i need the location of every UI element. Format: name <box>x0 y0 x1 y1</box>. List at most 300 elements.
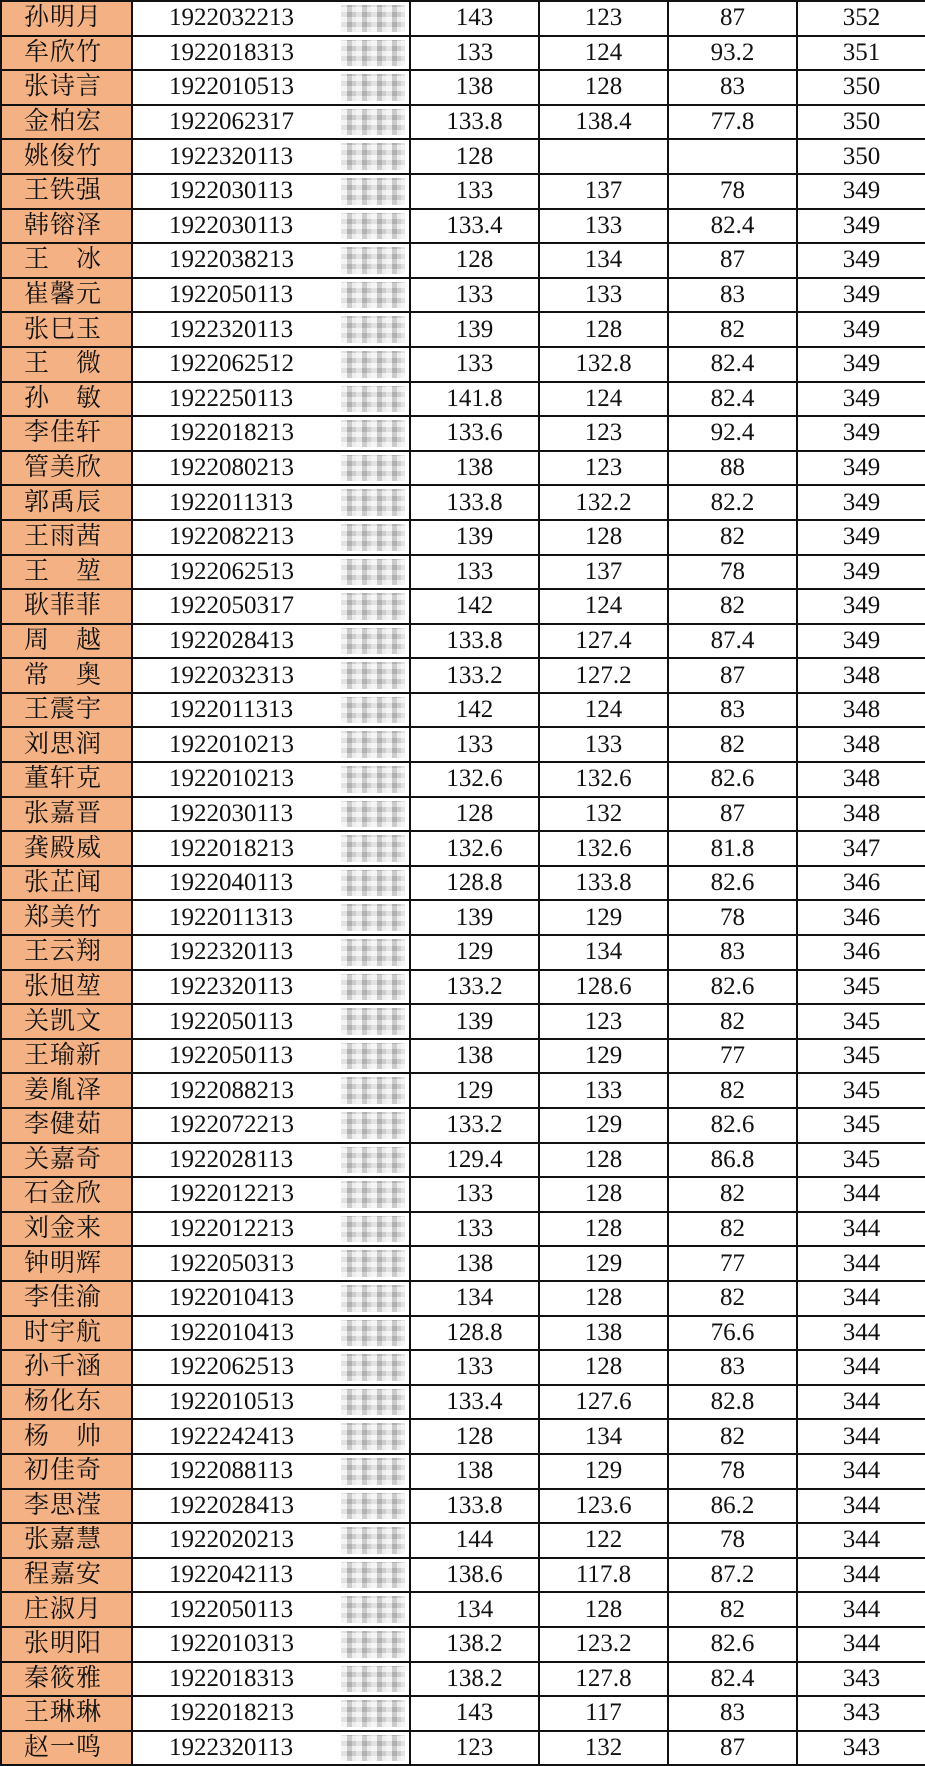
score-1-cell <box>410 658 539 693</box>
student-name-cell <box>1 1696 132 1731</box>
table-row <box>1 1627 925 1662</box>
score-3-cell <box>668 1004 797 1039</box>
student-id-cell <box>132 1385 410 1420</box>
table-row <box>1 174 925 209</box>
score-2-cell <box>539 624 668 659</box>
total-score-cell <box>797 382 925 417</box>
student-name-text: 姜胤泽 <box>24 1076 103 1104</box>
total-score-cell <box>797 624 925 659</box>
score-3-text: 82.4 <box>710 350 755 378</box>
table-row <box>1 485 925 520</box>
score-2-cell <box>539 174 668 209</box>
table-row <box>1 1039 925 1074</box>
score-1-cell <box>410 209 539 244</box>
score-1-text: 139 <box>455 1007 494 1035</box>
student-id-text: 1922050317 <box>169 592 294 620</box>
total-score-cell <box>797 1350 925 1385</box>
total-score-text: 349 <box>842 557 881 585</box>
score-2-cell <box>539 1316 668 1351</box>
score-1-cell <box>410 1454 539 1489</box>
student-id-text: 1922018213 <box>169 1699 294 1727</box>
total-score-text: 344 <box>842 1215 881 1243</box>
total-score-text: 348 <box>842 696 881 724</box>
score-1-text: 133 <box>455 1215 494 1243</box>
score-2-text: 129 <box>584 1457 623 1485</box>
score-1-text: 128 <box>455 1422 494 1450</box>
score-3-text: 87 <box>720 4 745 32</box>
student-id-text: 1922010513 <box>169 1388 294 1416</box>
total-score-text: 343 <box>842 1664 881 1692</box>
score-1-cell <box>410 382 539 417</box>
student-id-text: 1922010413 <box>169 1284 294 1312</box>
score-3-cell <box>668 727 797 762</box>
score-1-cell <box>410 900 539 935</box>
table-row <box>1 312 925 347</box>
score-2-text: 138 <box>584 1318 623 1346</box>
table-row <box>1 105 925 140</box>
student-name-text: 李思滢 <box>24 1491 103 1519</box>
student-name-cell <box>1 970 132 1005</box>
score-2-text: 128 <box>584 73 623 101</box>
student-id-text: 1922011313 <box>169 488 294 516</box>
student-id-text: 1922010213 <box>169 765 294 793</box>
score-3-text: 87 <box>720 246 745 274</box>
score-3-text: 83 <box>720 73 745 101</box>
total-score-text: 344 <box>842 1180 881 1208</box>
table-row <box>1 762 925 797</box>
score-3-cell <box>668 762 797 797</box>
student-id-cell <box>132 1454 410 1489</box>
score-2-cell <box>539 1 668 36</box>
student-name-text: 张旭堃 <box>24 972 103 1000</box>
total-score-cell <box>797 243 925 278</box>
student-id-text: 1922050313 <box>169 1249 294 1277</box>
total-score-text: 351 <box>842 38 881 66</box>
score-1-cell <box>410 1073 539 1108</box>
student-id-text: 1922030113 <box>169 177 294 205</box>
score-3-text: 78 <box>720 1457 745 1485</box>
total-score-cell <box>797 105 925 140</box>
total-score-cell <box>797 727 925 762</box>
score-1-text: 128 <box>455 142 494 170</box>
score-2-cell <box>539 1523 668 1558</box>
score-1-cell <box>410 1246 539 1281</box>
score-1-text: 132.6 <box>446 765 503 793</box>
student-id-text: 1922082213 <box>169 523 294 551</box>
total-score-text: 349 <box>842 246 881 274</box>
score-1-cell <box>410 1004 539 1039</box>
student-id-text: 1922030113 <box>169 799 294 827</box>
student-name-text: 郭禹辰 <box>24 488 103 516</box>
student-id-text: 1922010513 <box>169 73 294 101</box>
student-name-cell <box>1 105 132 140</box>
table-row <box>1 1316 925 1351</box>
student-name-cell <box>1 1558 132 1593</box>
student-name-text: 董轩克 <box>24 765 103 793</box>
student-name-text: 王瑜新 <box>24 1042 103 1070</box>
score-3-text: 82 <box>720 592 745 620</box>
score-3-cell <box>668 105 797 140</box>
redacted-mosaic <box>341 213 405 240</box>
score-2-text: 123 <box>584 419 623 447</box>
score-2-cell <box>539 382 668 417</box>
student-name-cell <box>1 209 132 244</box>
score-2-text: 128.6 <box>575 972 632 1000</box>
redacted-mosaic <box>341 1735 405 1762</box>
student-id-cell <box>132 347 410 382</box>
score-3-cell <box>668 139 797 174</box>
table-row <box>1 1489 925 1524</box>
student-id-cell <box>132 36 410 71</box>
table-row <box>1 1073 925 1108</box>
student-id-text: 1922320113 <box>169 1733 294 1761</box>
score-2-cell <box>539 1489 668 1524</box>
score-1-cell <box>410 831 539 866</box>
total-score-text: 344 <box>842 1388 881 1416</box>
score-1-cell <box>410 1177 539 1212</box>
total-score-cell <box>797 1454 925 1489</box>
score-1-text: 138 <box>455 1042 494 1070</box>
score-2-cell <box>539 416 668 451</box>
student-id-text: 1922011313 <box>169 696 294 724</box>
student-name-cell <box>1 624 132 659</box>
total-score-cell <box>797 970 925 1005</box>
score-1-cell <box>410 624 539 659</box>
total-score-cell <box>797 693 925 728</box>
total-score-cell <box>797 1419 925 1454</box>
score-1-text: 133.4 <box>446 1388 503 1416</box>
score-2-text: 132.8 <box>575 350 632 378</box>
score-2-cell <box>539 797 668 832</box>
score-3-text: 77 <box>720 1249 745 1277</box>
student-id-text: 1922010413 <box>169 1318 294 1346</box>
score-1-text: 128.8 <box>446 1318 503 1346</box>
score-3-cell <box>668 243 797 278</box>
table-row <box>1 1592 925 1627</box>
score-2-text: 132 <box>584 1733 623 1761</box>
total-score-text: 344 <box>842 1353 881 1381</box>
student-name-text: 王琳琳 <box>24 1699 103 1727</box>
score-1-cell <box>410 105 539 140</box>
score-2-text: 123 <box>584 4 623 32</box>
score-2-cell <box>539 693 668 728</box>
score-3-cell <box>668 1731 797 1766</box>
total-score-cell <box>797 831 925 866</box>
score-3-cell <box>668 312 797 347</box>
student-name-text: 刘思润 <box>24 730 103 758</box>
student-name-cell <box>1 1246 132 1281</box>
score-2-cell <box>539 209 668 244</box>
student-id-cell <box>132 1004 410 1039</box>
total-score-cell <box>797 36 925 71</box>
score-2-cell <box>539 139 668 174</box>
total-score-cell <box>797 1523 925 1558</box>
score-2-cell <box>539 658 668 693</box>
student-id-cell <box>132 1212 410 1247</box>
score-2-text: 132 <box>584 799 623 827</box>
table-row <box>1 278 925 313</box>
score-2-cell <box>539 555 668 590</box>
score-2-cell <box>539 347 668 382</box>
score-3-cell <box>668 970 797 1005</box>
total-score-cell <box>797 900 925 935</box>
total-score-cell <box>797 1073 925 1108</box>
student-id-cell <box>132 900 410 935</box>
table-row <box>1 139 925 174</box>
score-1-text: 133.8 <box>446 1491 503 1519</box>
table-row <box>1 970 925 1005</box>
score-1-cell <box>410 1350 539 1385</box>
score-1-cell <box>410 555 539 590</box>
score-1-text: 133 <box>455 38 494 66</box>
student-id-text: 1922080213 <box>169 454 294 482</box>
redacted-mosaic <box>341 351 405 378</box>
score-3-text: 83 <box>720 938 745 966</box>
student-name-text: 周 越 <box>24 626 103 654</box>
student-name-cell <box>1 416 132 451</box>
student-id-cell <box>132 1419 410 1454</box>
score-1-cell <box>410 520 539 555</box>
score-1-text: 123 <box>455 1733 494 1761</box>
total-score-text: 349 <box>842 419 881 447</box>
score-3-cell <box>668 1281 797 1316</box>
table-row <box>1 520 925 555</box>
table-row <box>1 1143 925 1178</box>
redacted-mosaic <box>341 109 405 136</box>
score-3-text: 82 <box>720 1007 745 1035</box>
total-score-text: 345 <box>842 1111 881 1139</box>
score-1-text: 133.8 <box>446 108 503 136</box>
table-row <box>1 1385 925 1420</box>
score-3-text: 82.6 <box>710 972 755 1000</box>
student-name-text: 王雨茜 <box>24 523 103 551</box>
total-score-cell <box>797 797 925 832</box>
score-3-text: 93.2 <box>710 38 755 66</box>
score-2-cell <box>539 1592 668 1627</box>
redacted-mosaic <box>341 1285 405 1312</box>
student-id-text: 1922320113 <box>169 315 294 343</box>
table-row <box>1 382 925 417</box>
table-row <box>1 1108 925 1143</box>
score-3-cell <box>668 1523 797 1558</box>
student-name-text: 石金欣 <box>24 1180 103 1208</box>
score-3-text: 83 <box>720 696 745 724</box>
student-id-text: 1922038213 <box>169 246 294 274</box>
table-row <box>1 1731 925 1766</box>
student-id-cell <box>132 1316 410 1351</box>
score-3-text: 82.4 <box>710 384 755 412</box>
table-row <box>1 1523 925 1558</box>
score-1-cell <box>410 451 539 486</box>
score-1-cell <box>410 1108 539 1143</box>
score-1-cell <box>410 1696 539 1731</box>
score-2-cell <box>539 105 668 140</box>
student-id-cell <box>132 727 410 762</box>
score-1-cell <box>410 693 539 728</box>
total-score-text: 349 <box>842 350 881 378</box>
student-name-text: 牟欣竹 <box>24 38 103 66</box>
table-row <box>1 1212 925 1247</box>
redacted-mosaic <box>341 835 405 862</box>
student-name-cell <box>1 36 132 71</box>
score-3-text: 82 <box>720 730 745 758</box>
student-name-cell <box>1 451 132 486</box>
student-id-text: 1922062317 <box>169 108 294 136</box>
total-score-cell <box>797 589 925 624</box>
score-3-cell <box>668 1108 797 1143</box>
score-2-text: 123.6 <box>575 1491 632 1519</box>
total-score-text: 345 <box>842 972 881 1000</box>
total-score-cell <box>797 139 925 174</box>
score-2-cell <box>539 1177 668 1212</box>
redacted-mosaic <box>341 1493 405 1520</box>
score-1-text: 138 <box>455 1249 494 1277</box>
score-1-text: 132.6 <box>446 834 503 862</box>
score-2-cell <box>539 1281 668 1316</box>
score-1-cell <box>410 1419 539 1454</box>
score-3-cell <box>668 1419 797 1454</box>
score-3-text: 82.8 <box>710 1388 755 1416</box>
redacted-mosaic <box>341 524 405 551</box>
redacted-mosaic <box>341 801 405 828</box>
total-score-text: 349 <box>842 488 881 516</box>
student-name-text: 崔馨元 <box>24 281 103 309</box>
total-score-cell <box>797 1177 925 1212</box>
score-3-text: 82.4 <box>710 211 755 239</box>
score-3-cell <box>668 900 797 935</box>
redacted-mosaic <box>341 1458 405 1485</box>
student-id-cell <box>132 762 410 797</box>
student-name-cell <box>1 1454 132 1489</box>
total-score-cell <box>797 278 925 313</box>
student-id-cell <box>132 1281 410 1316</box>
score-2-cell <box>539 1108 668 1143</box>
score-2-cell <box>539 1558 668 1593</box>
table-row <box>1 624 925 659</box>
total-score-text: 348 <box>842 765 881 793</box>
table-row <box>1 693 925 728</box>
total-score-cell <box>797 174 925 209</box>
student-id-text: 1922020213 <box>169 1526 294 1554</box>
total-score-cell <box>797 485 925 520</box>
score-3-text: 77.8 <box>710 108 755 136</box>
score-2-text: 129 <box>584 1111 623 1139</box>
table-row <box>1 658 925 693</box>
total-score-cell <box>797 1662 925 1697</box>
score-2-text: 138.4 <box>575 108 632 136</box>
total-score-cell <box>797 658 925 693</box>
redacted-mosaic <box>341 5 405 32</box>
table-row <box>1 209 925 244</box>
score-2-cell <box>539 1454 668 1489</box>
student-id-text: 1922010213 <box>169 730 294 758</box>
score-3-text: 77 <box>720 1042 745 1070</box>
total-score-text: 345 <box>842 1042 881 1070</box>
score-3-text: 78 <box>720 177 745 205</box>
student-id-cell <box>132 1 410 36</box>
total-score-cell <box>797 451 925 486</box>
student-id-cell <box>132 485 410 520</box>
score-3-cell <box>668 485 797 520</box>
score-1-cell <box>410 1489 539 1524</box>
score-1-text: 129.4 <box>446 1145 503 1173</box>
score-3-cell <box>668 1177 797 1212</box>
score-2-text: 124 <box>584 38 623 66</box>
student-name-cell <box>1 1281 132 1316</box>
redacted-mosaic <box>341 1700 405 1727</box>
table-row <box>1 1662 925 1697</box>
score-2-text: 117.8 <box>575 1561 632 1589</box>
score-3-cell <box>668 624 797 659</box>
score-1-text: 133 <box>455 557 494 585</box>
score-2-text: 123 <box>584 454 623 482</box>
total-score-text: 350 <box>842 142 881 170</box>
score-3-text: 78 <box>720 903 745 931</box>
score-3-text: 83 <box>720 1699 745 1727</box>
score-2-text: 128 <box>584 523 623 551</box>
student-name-cell <box>1 278 132 313</box>
redacted-mosaic <box>341 766 405 793</box>
student-name-text: 庄淑月 <box>24 1595 103 1623</box>
student-id-cell <box>132 1039 410 1074</box>
score-2-text: 134 <box>584 246 623 274</box>
score-2-text: 117 <box>585 1699 622 1727</box>
student-id-text: 1922042113 <box>169 1561 294 1589</box>
student-name-text: 王震宇 <box>24 696 103 724</box>
total-score-cell <box>797 1731 925 1766</box>
student-name-text: 郑美竹 <box>24 903 103 931</box>
score-2-cell <box>539 1246 668 1281</box>
student-id-text: 1922050113 <box>169 1007 294 1035</box>
score-2-cell <box>539 762 668 797</box>
student-name-cell <box>1 1316 132 1351</box>
redacted-mosaic <box>341 1112 405 1139</box>
score-1-cell <box>410 347 539 382</box>
student-id-cell <box>132 589 410 624</box>
score-3-cell <box>668 1350 797 1385</box>
score-3-cell <box>668 1073 797 1108</box>
redacted-mosaic <box>341 247 405 274</box>
score-1-text: 134 <box>455 1284 494 1312</box>
score-2-text: 133 <box>584 211 623 239</box>
score-3-text: 82 <box>720 1215 745 1243</box>
redacted-mosaic <box>341 1043 405 1070</box>
redacted-mosaic <box>341 697 405 724</box>
score-3-cell <box>668 1558 797 1593</box>
score-2-cell <box>539 70 668 105</box>
student-id-cell <box>132 1073 410 1108</box>
student-id-cell <box>132 70 410 105</box>
table-row <box>1 416 925 451</box>
total-score-cell <box>797 1212 925 1247</box>
score-3-text: 78 <box>720 557 745 585</box>
student-id-text: 1922018313 <box>169 38 294 66</box>
score-2-text: 124 <box>584 384 623 412</box>
score-1-cell <box>410 416 539 451</box>
student-name-cell <box>1 1073 132 1108</box>
student-name-cell <box>1 1 132 36</box>
score-1-cell <box>410 485 539 520</box>
student-id-cell <box>132 970 410 1005</box>
total-score-text: 345 <box>842 1007 881 1035</box>
total-score-cell <box>797 1385 925 1420</box>
total-score-text: 349 <box>842 523 881 551</box>
student-name-text: 张巳玉 <box>24 315 103 343</box>
redacted-mosaic <box>341 74 405 101</box>
student-name-cell <box>1 1177 132 1212</box>
student-id-text: 1922030113 <box>169 211 294 239</box>
score-1-cell <box>410 1212 539 1247</box>
